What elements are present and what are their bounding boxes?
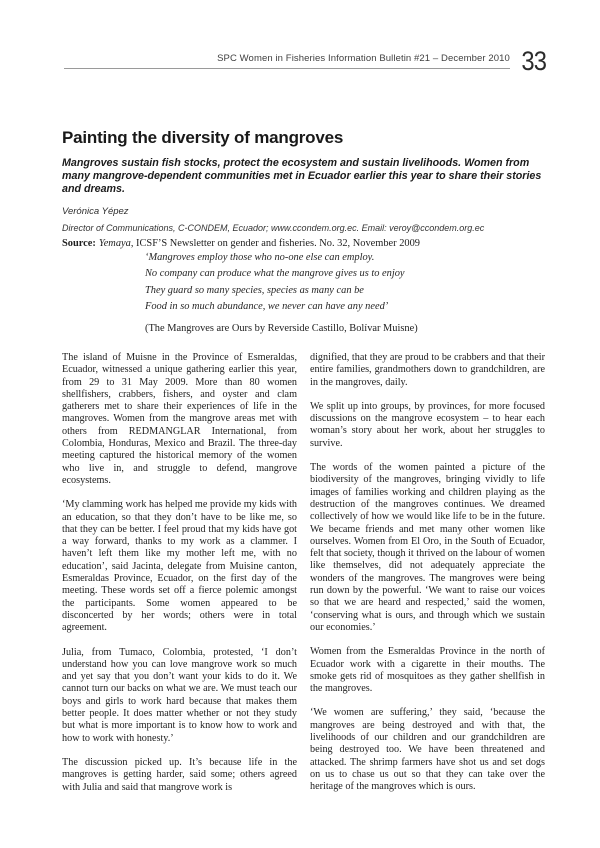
article-standfirst: Mangroves sustain fish stocks, protect the ecosystem and sustain livelihoods. Women from many mangrove-dependent communities met in Ecuador earlier this year to share their stories and dreams. [62, 157, 542, 196]
body-paragraph: The words of the women painted a picture of the biodiversity of the mangroves, bringing vividly to life images of families working and children playing as the destruction of the mangroves continues. We dreamed collectively of how we would like life to be in the future. We became friends and met many other women like ourselves. Women from El Oro, in the South of Ecuador, felt that society, though it thrived on the labour of women like themselves, did not adequately appreciate the wonders of the mangroves. The mangroves were being run down by the powerful. ‘We want to raise our voices so that we are heard and respected,’ said the women, ‘conserving what is ours, and through which we sustain our economies.’ [310, 462, 546, 633]
source-line [62, 238, 545, 250]
author-name: Verónica Yépez [62, 205, 129, 217]
source-journal-name: Yemaya [98, 237, 131, 249]
page-header [64, 46, 546, 76]
bulletin-title: SPC Women in Fisheries Information Bulletin #21 – December 2010 [217, 53, 510, 64]
epigraph-line: They guard so many species, species as many can be [145, 284, 364, 296]
epigraph [145, 250, 505, 337]
author-affiliation: Director of Communications, C-CONDEM, Ecuador; www.ccondem.org.ec. Email: veroy@ccondem.org.ec [62, 222, 485, 233]
article-body [62, 352, 545, 794]
body-paragraph: Julia, from Tumaco, Colombia, protested, ‘I don’t understand how you can love mangrove work so much and yet say that you don’t want your kids to do it. We cannot turn our backs on what we are. We must teach our boys and girls to work hard because that makes them better people. It does matter whether or not they study but what is more important is to know how to work and how to work with honesty.’ [62, 646, 297, 744]
source-details: , ICSF’S Newsletter on gender and fisheries. No. 32, November 2009 [130, 237, 420, 249]
body-paragraph: The discussion picked up. It’s because life in the mangroves is getting harder, said some; others agreed with Julia and said that mangrove work is [62, 756, 297, 793]
article-title: Painting the diversity of mangroves [62, 128, 344, 147]
epigraph-attribution: (The Mangroves are Ours by Reverside Castillo, Bolívar Muisne) [145, 322, 418, 334]
epigraph-line: Food in so much abundance, we never can have any need’ [145, 301, 389, 313]
epigraph-line: ‘Mangroves employ those who no-one else can employ. [145, 252, 375, 263]
body-paragraph: dignified, that they are proud to be crabbers and that their entire families, grandmothers down to grandchildren, are in the mangroves, daily. [310, 352, 545, 388]
source-label: Source: [62, 237, 96, 249]
article-head [62, 128, 545, 250]
body-paragraph: ‘My clamming work has helped me provide my kids with an education, so that they don’t have to be like me, so that they can be better. I feel proud that my kids have got a way forward, thanks to my work as a clammer. I haven’t left them like my mother left me, with no education’, said Jacinta, delegate from Muisine canton, Esmeraldas Province, Ecuador, on the first day of the meeting. These words set off a fierce polemic amongst the participants. Some women appeared to be disconcerted by her words; others were in total agreement. [62, 499, 297, 634]
body-paragraph: ‘We women are suffering,’ they said, ‘because the mangroves are being destroyed and with that, the livelihoods of our children and our grandchildren are being destroyed too. We have been threatened and attacked. The shrimp farmers have shot us and set dogs on us to chase us out so that they can take over the heritage of the mangroves which is ours. [310, 707, 545, 793]
body-paragraph: The island of Muisne in the Province of Esmeraldas, Ecuador, witnessed a unique gathering earlier this year, from 29 to 31 May 2009. More than 80 women shellfishers, crabbers, fishers, and oyster and clam gatherers met to share their experiences of life in the mangroves. Women from the mangrove areas met with others from REDMANGLAR International, from Colombia, Honduras, Mexico and Brazil. The three-day meeting captured the historical memory of the women who live in, and struggle to defend, mangrove ecosystems. [62, 352, 297, 486]
body-paragraph: Women from the Esmeraldas Province in the north of Ecuador work with a cigarette in their mouths. The smoke gets rid of mosquitoes as they gather shellfish in the mangroves. [310, 646, 545, 695]
page-number: 33 [521, 46, 546, 76]
left-column [62, 352, 297, 794]
header-rule [64, 53, 510, 69]
epigraph-line: No company can produce what the mangrove gives us to enjoy [145, 268, 405, 280]
right-column [310, 352, 545, 794]
body-paragraph: We split up into groups, by provinces, for more focused discussions on the mangrove ecosystem – to hear each woman’s story about her work, about her struggles to survive. [310, 400, 545, 449]
